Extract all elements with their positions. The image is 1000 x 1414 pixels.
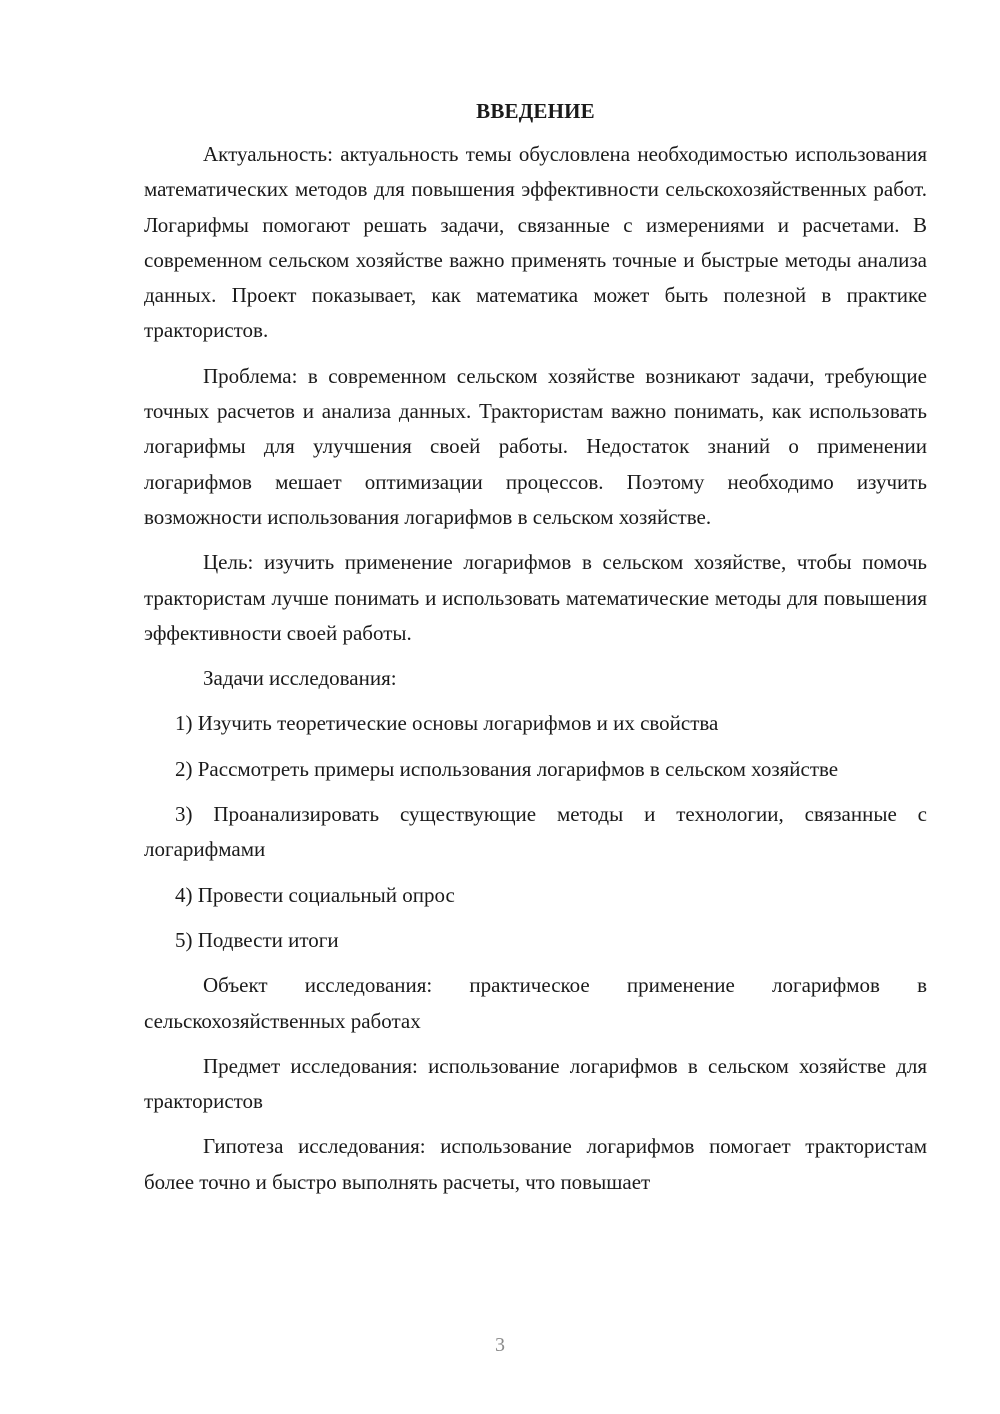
hypothesis-paragraph: Гипотеза исследования: использование логарифмов помогает трактористам более точно и быстро выполнять расчеты, что повышает xyxy=(144,1134,927,1194)
task-item: 5) Подвести итоги xyxy=(175,927,339,952)
task-item: 4) Провести социальный опрос xyxy=(175,882,455,907)
task-item: 1) Изучить теоретические основы логарифмов и их свойства xyxy=(175,711,719,736)
task-item: 2) Рассмотреть примеры использования логарифмов в сельском хозяйстве xyxy=(175,756,839,781)
problem-paragraph: Проблема: в современном сельском хозяйстве возникают задачи, требующие точных расчетов и анализа данных. Трактористам важно понимать, как использовать логарифмы для улучшения своей работы. Недостаток знаний о применении логарифмов мешает оптимизации процессов. Поэтому необходимо изучить возможности использования логарифмов в сельском хозяйстве. xyxy=(144,363,927,529)
section-heading: ВВЕДЕНИЕ xyxy=(476,99,595,123)
page-number: 3 xyxy=(495,1334,505,1356)
task-item: 3) Проанализировать существующие методы и технологии, связанные с логарифмами xyxy=(144,802,927,862)
relevance-paragraph: Актуальность: актуальность темы обусловлена необходимостью использования математических методов для повышения эффективности сельскохозяйственных работ. Логарифмы помогают решать задачи, связанные с измерениями и расчетами. В современном сельском хозяйстве важно применять точные и быстрые методы анализа данных. Проект показывает, как математика может быть полезной в практике трактористов. xyxy=(144,142,927,343)
document-page xyxy=(144,95,927,1210)
subject-paragraph: Предмет исследования: использование логарифмов в сельском хозяйстве для трактористов xyxy=(144,1053,927,1114)
object-paragraph: Объект исследования: практическое применение логарифмов в сельскохозяйственных работах xyxy=(144,973,927,1033)
goal-paragraph: Цель: изучить применение логарифмов в сельском хозяйстве, чтобы помочь трактористам лучше понимать и использовать математические методы для повышения эффективности своей работы. xyxy=(144,550,927,645)
tasks-title: Задачи исследования: xyxy=(203,666,397,691)
